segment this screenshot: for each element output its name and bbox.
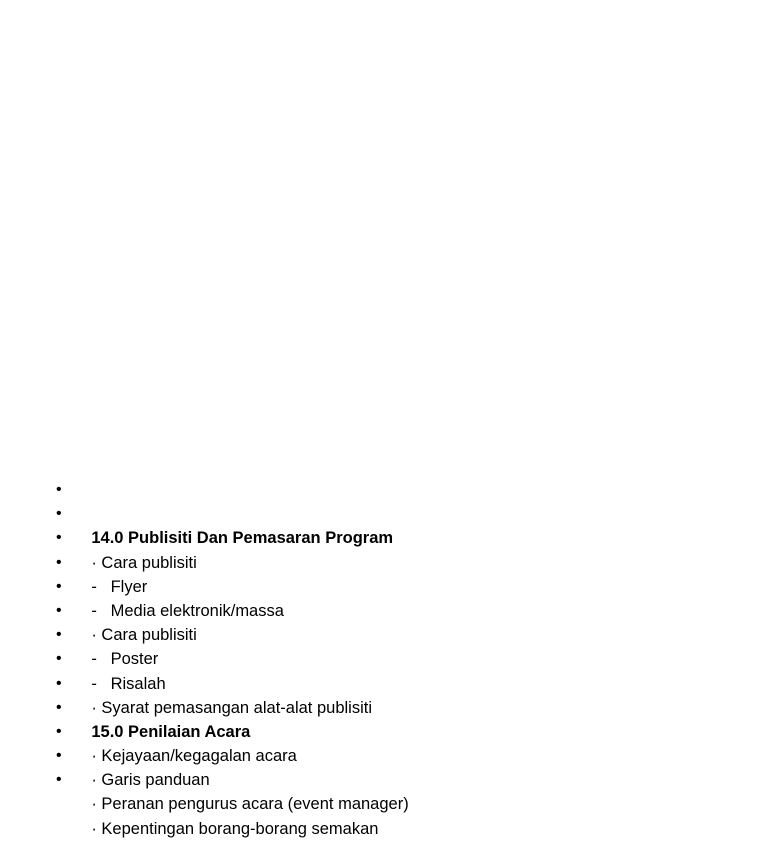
bullet-icon: • <box>56 481 62 498</box>
list-item-text: · Peranan pengurus acara (event manager) <box>91 795 409 814</box>
list-item-text: - Risalah <box>91 674 166 693</box>
list-item-heading-14 <box>56 478 409 548</box>
list-item-text: · Kepentingan borang-borang semakan <box>91 819 379 838</box>
bullet-icon: • <box>56 698 62 716</box>
list-item-text: · Cara publisiti <box>91 553 197 572</box>
bullet-icon: • <box>56 529 62 547</box>
bullet-icon: • <box>56 577 62 595</box>
bullet-icon: • <box>56 722 62 740</box>
list-item-text: 15.0 Penilaian Acara <box>91 722 251 741</box>
bullet-list <box>56 478 409 838</box>
bullet-icon: • <box>56 553 62 571</box>
bullet-icon: • <box>56 626 62 644</box>
list-item-text: - Poster <box>91 650 159 669</box>
list-item-text: 14.0 Publisiti Dan Pemasaran Program <box>91 529 394 548</box>
bullet-icon: • <box>56 650 62 668</box>
list-item-text: · Syarat pemasangan alat-alat publisiti <box>91 698 372 717</box>
list-item-text: - Flyer <box>91 577 148 596</box>
list-item-text: - Media elektronik/massa <box>91 601 284 620</box>
list-item-text: · Cara publisiti <box>91 626 197 645</box>
bullet-icon: • <box>56 505 62 523</box>
bullet-icon: • <box>56 601 62 619</box>
list-item-text: · Garis panduan <box>91 771 210 790</box>
list-item-text: · Kejayaan/kegagalan acara <box>91 747 297 766</box>
bullet-icon: • <box>56 747 62 765</box>
bullet-icon: • <box>56 674 62 692</box>
bullet-icon: • <box>56 771 62 789</box>
